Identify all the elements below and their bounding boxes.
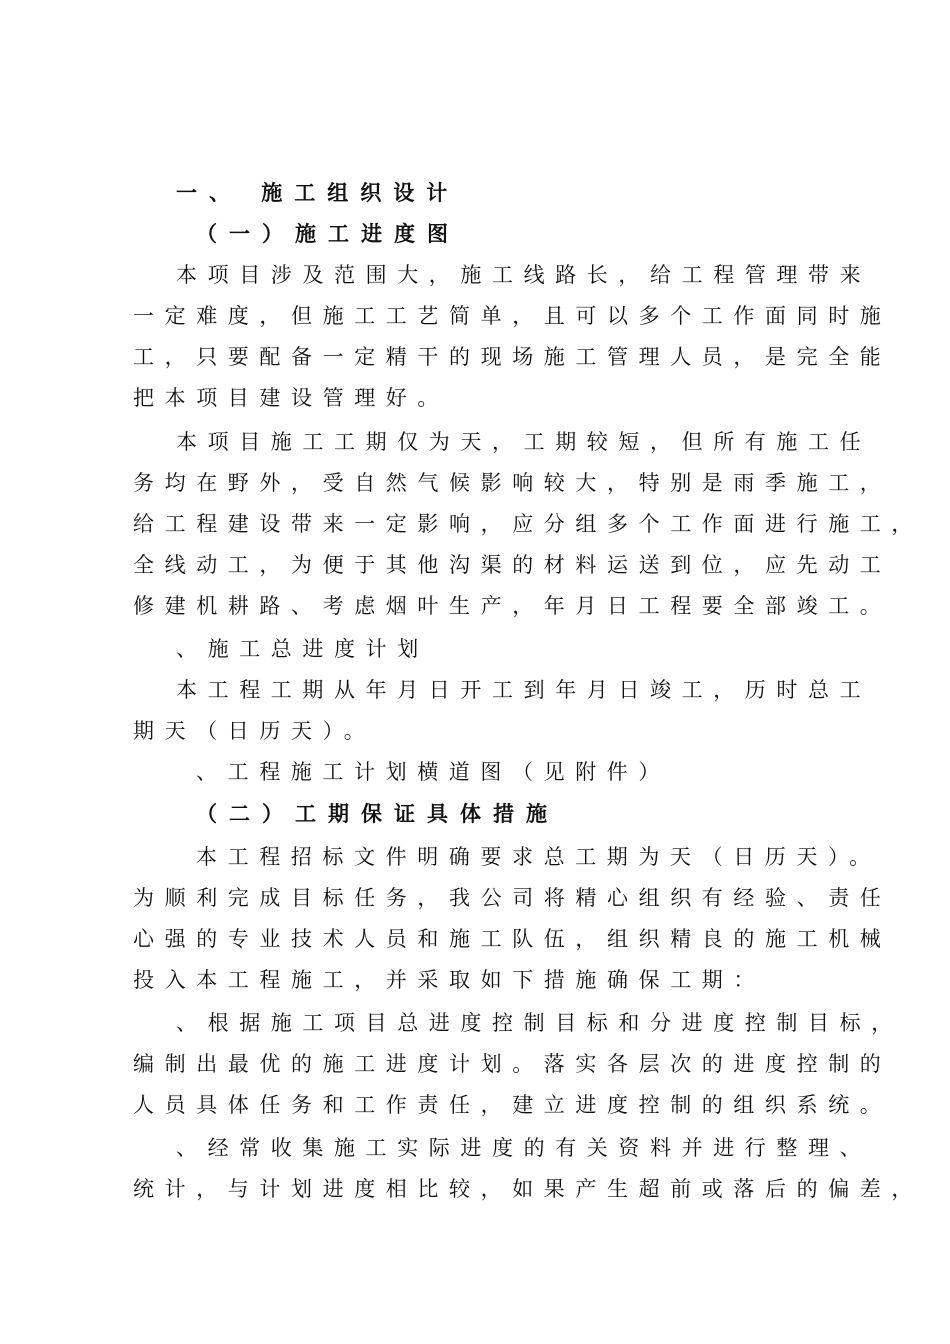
paragraph-line: 、工程施工计划横道图（见附件） xyxy=(196,760,670,784)
paragraph-line: 一定难度，但施工工艺简单，且可以多个工作面同时施 xyxy=(133,304,892,328)
paragraph-line: 本项目施工工期仅为天，工期较短，但所有施工任 xyxy=(176,430,872,454)
paragraph-line: 编制出最优的施工进度计划。落实各层次的进度控制的 xyxy=(133,1052,892,1076)
paragraph-line: 、根据施工项目总进度控制目标和分进度控制目标， xyxy=(176,1011,903,1035)
section-heading: 一、 施工组织设计 xyxy=(176,180,460,205)
paragraph-line: 本项目涉及范围大，施工线路长，给工程管理带来 xyxy=(176,263,872,287)
paragraph-line: 、经常收集施工实际进度的有关资料并进行整理、 xyxy=(176,1136,872,1160)
paragraph-line: 心强的专业技术人员和施工队伍，组织精良的施工机械 xyxy=(133,927,892,951)
paragraph-line: 务均在野外，受自然气候影响较大，特别是雨季施工， xyxy=(133,471,892,495)
paragraph-line: 期天（日历天）。 xyxy=(133,719,376,743)
paragraph-line: 给工程建设带来一定影响，应分组多个工作面进行施工， xyxy=(133,512,923,536)
paragraph-line: 全线动工，为便于其他沟渠的材料运送到位，应先动工 xyxy=(133,553,892,577)
paragraph-line: 修建机耕路、考虑烟叶生产，年月日工程要全部竣工。 xyxy=(133,594,892,618)
paragraph-line: 为顺利完成目标任务，我公司将精心组织有经验、责任 xyxy=(133,886,892,910)
subsection-heading: （二）工期保证具体措施 xyxy=(196,801,559,826)
paragraph-line: 人员具体任务和工作责任，建立进度控制的组织系统。 xyxy=(133,1093,892,1117)
paragraph-line: 投入本工程施工，并采取如下措施确保工期： xyxy=(133,968,765,992)
paragraph-line: 统计，与计划进度相比较，如果产生超前或落后的偏差， xyxy=(133,1177,923,1201)
subsection-heading: （一）施工进度图 xyxy=(196,221,460,246)
paragraph-line: 本工程工期从年月日开工到年月日竣工，历时总工 xyxy=(176,678,872,702)
paragraph-line: 工，只要配备一定精干的现场施工管理人员，是完全能 xyxy=(133,345,892,369)
paragraph-line: 把本项目建设管理好。 xyxy=(133,386,449,410)
paragraph-line: 、施工总进度计划 xyxy=(176,637,429,661)
paragraph-line: 本工程招标文件明确要求总工期为天（日历天）。 xyxy=(196,845,881,869)
